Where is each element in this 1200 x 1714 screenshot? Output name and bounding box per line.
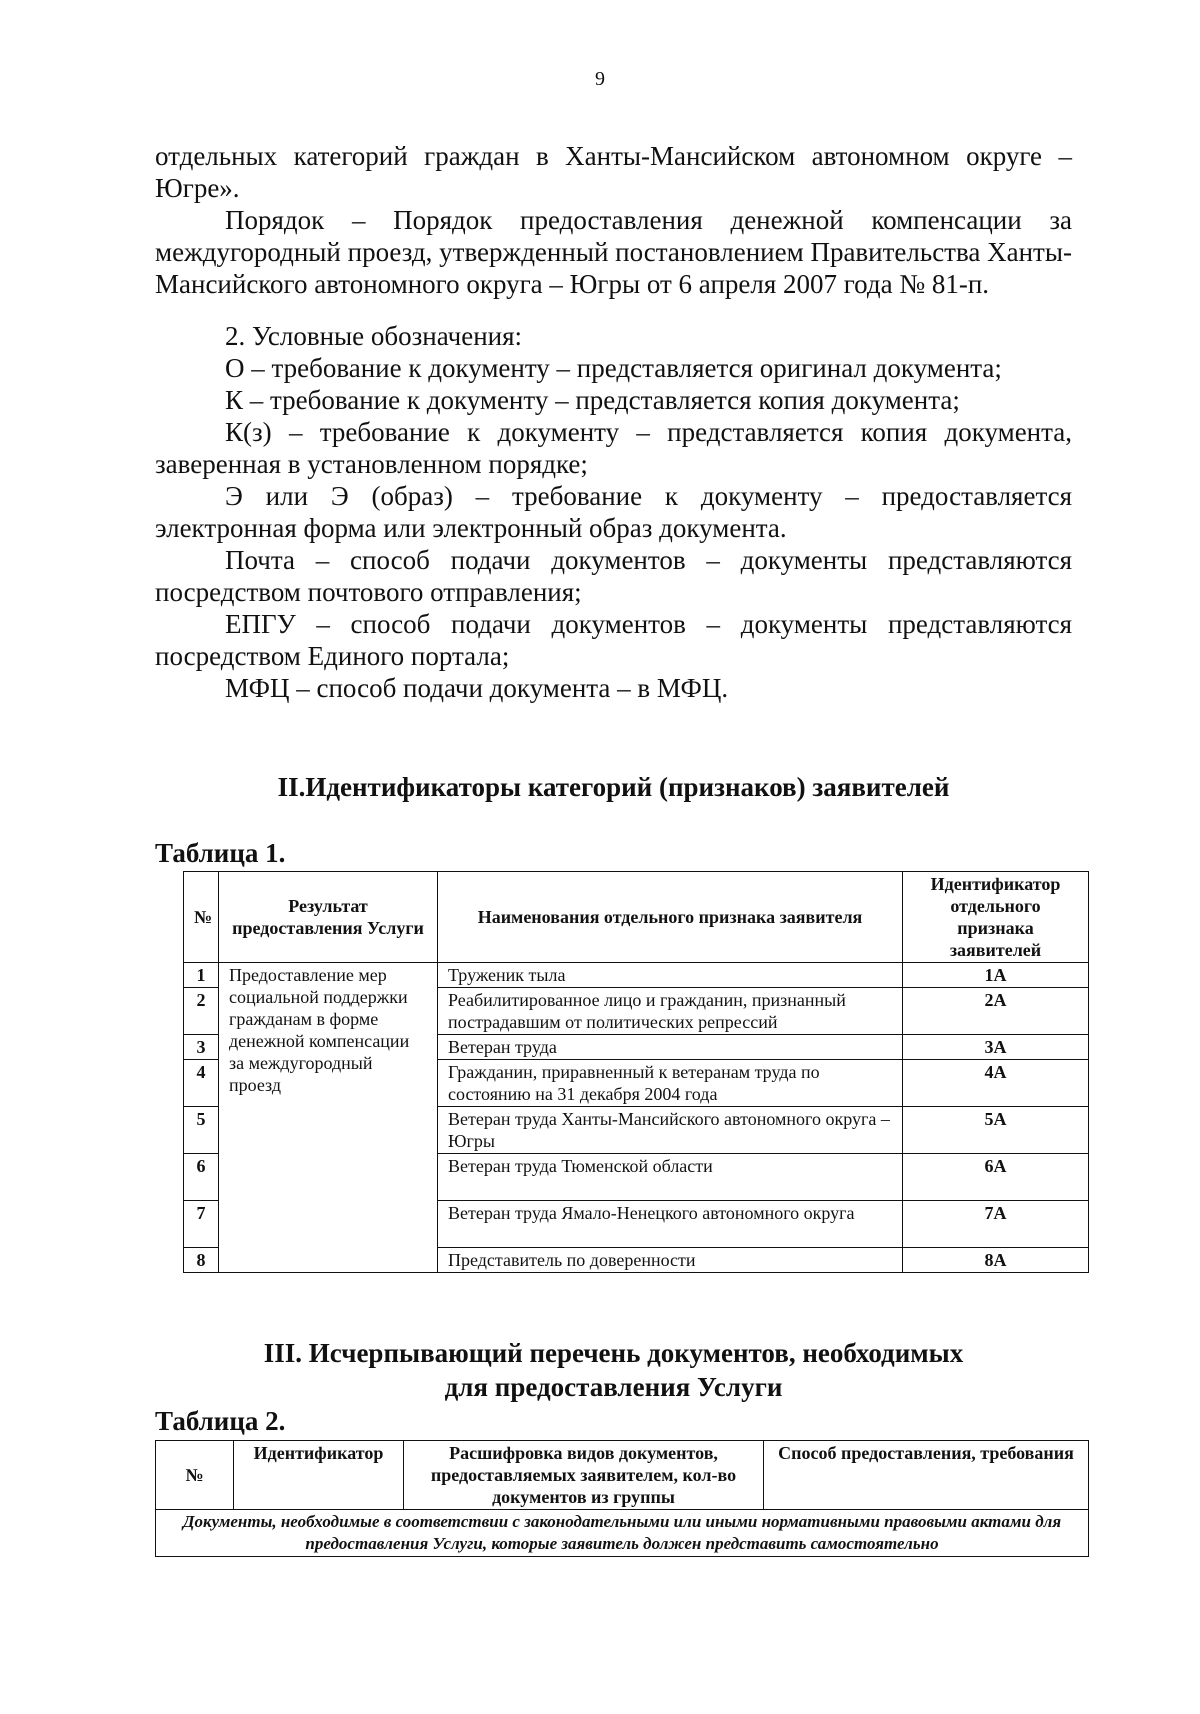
row-number: 7 <box>184 1201 219 1248</box>
row-number: 1 <box>184 963 219 988</box>
feature-id: 7А <box>903 1201 1089 1248</box>
intro-paragraph-1: отдельных категорий граждан в Ханты-Мансийском автономном округе – Югре». <box>155 141 1072 203</box>
header-number: № <box>184 872 219 963</box>
feature-id: 8А <box>903 1248 1089 1273</box>
table-header-row <box>156 1441 1089 1510</box>
feature-name: Реабилитированное лицо и гражданин, признанный пострадавшим от политических репрессий <box>438 988 903 1035</box>
applicant-categories-table <box>183 871 1089 1273</box>
body-text <box>155 140 1072 704</box>
row-number: 4 <box>184 1060 219 1107</box>
row-number: 2 <box>184 988 219 1035</box>
feature-name: Труженик тыла <box>438 963 903 988</box>
legend-item: МФЦ – способ подачи документа – в МФЦ. <box>225 673 729 703</box>
header-feature-name: Наименования отдельного признака заявителя <box>438 872 903 963</box>
feature-id: 1А <box>903 963 1089 988</box>
row-number: 6 <box>184 1154 219 1201</box>
table-header-row <box>184 872 1089 963</box>
header-number: № <box>156 1441 234 1510</box>
feature-name: Ветеран труда Ханты-Мансийского автономного округа – Югры <box>438 1107 903 1154</box>
legend-item: Почта – способ подачи документов – документы представляются посредством почтового отправления; <box>155 545 1072 607</box>
legend-item: К – требование к документу – представляется копия документа; <box>225 385 960 415</box>
table-row <box>156 1510 1089 1557</box>
header-identifier: Идентификатор отдельного признака заявителей <box>903 872 1089 963</box>
header-document-types: Расшифровка видов документов, предоставляемых заявителем, кол-во документов из группы <box>404 1441 764 1510</box>
feature-id: 5А <box>903 1107 1089 1154</box>
feature-id: 4А <box>903 1060 1089 1107</box>
header-submission-method: Способ предоставления, требования <box>764 1441 1089 1510</box>
feature-name: Представитель по доверенности <box>438 1248 903 1273</box>
table-2-caption: Таблица 2. <box>155 1406 286 1436</box>
section-2-title: II.Идентификаторы категорий (признаков) заявителей <box>277 772 950 802</box>
intro-paragraph-2: Порядок – Порядок предоставления денежной компенсации за междугородный проезд, утвержденный постановлением Правительства Ханты-Мансийского автономного округа – Югры от 6 апреля 2007 года № 81-п. <box>155 205 1072 299</box>
feature-name: Ветеран труда Тюменской области <box>438 1154 903 1201</box>
legend-heading: 2. Условные обозначения: <box>225 321 523 351</box>
header-result: Результат предоставления Услуги <box>219 872 438 963</box>
section-3-title-line-2: для предоставления Услуги <box>444 1372 783 1402</box>
table-row <box>184 963 1089 988</box>
feature-id: 3А <box>903 1035 1089 1060</box>
required-documents-table <box>155 1440 1089 1557</box>
row-number: 3 <box>184 1035 219 1060</box>
legend-item: ЕПГУ – способ подачи документов – документы представляются посредством Единого портала; <box>155 609 1072 671</box>
feature-name: Гражданин, приравненный к ветеранам труда по состоянию на 31 декабря 2004 года <box>438 1060 903 1107</box>
result-cell: Предоставление мер социальной поддержки гражданам в форме денежной компенсации за междугородный проезд <box>219 963 438 1273</box>
row-number: 8 <box>184 1248 219 1273</box>
legend-item: О – требование к документу – представляется оригинал документа; <box>225 353 1002 383</box>
row-number: 5 <box>184 1107 219 1154</box>
feature-name: Ветеран труда <box>438 1035 903 1060</box>
feature-name: Ветеран труда Ямало-Ненецкого автономного округа <box>438 1201 903 1248</box>
feature-id: 6А <box>903 1154 1089 1201</box>
table-1-caption: Таблица 1. <box>155 838 286 868</box>
documents-group-heading: Документы, необходимые в соответствии с законодательными или иными нормативными правовыми актами для предоставления Услуги, которые заявитель должен представить самостоятельно <box>156 1510 1089 1557</box>
legend-item: Э или Э (образ) – требование к документу – предоставляется электронная форма или электронный образ документа. <box>155 481 1072 543</box>
legend-item: К(з) – требование к документу – представляется копия документа, заверенная в установленном порядке; <box>155 417 1072 479</box>
section-3-title-line-1: III. Исчерпывающий перечень документов, необходимых <box>263 1338 964 1368</box>
header-identifier: Идентификатор <box>234 1441 404 1510</box>
page-number: 9 <box>595 68 605 90</box>
feature-id: 2А <box>903 988 1089 1035</box>
